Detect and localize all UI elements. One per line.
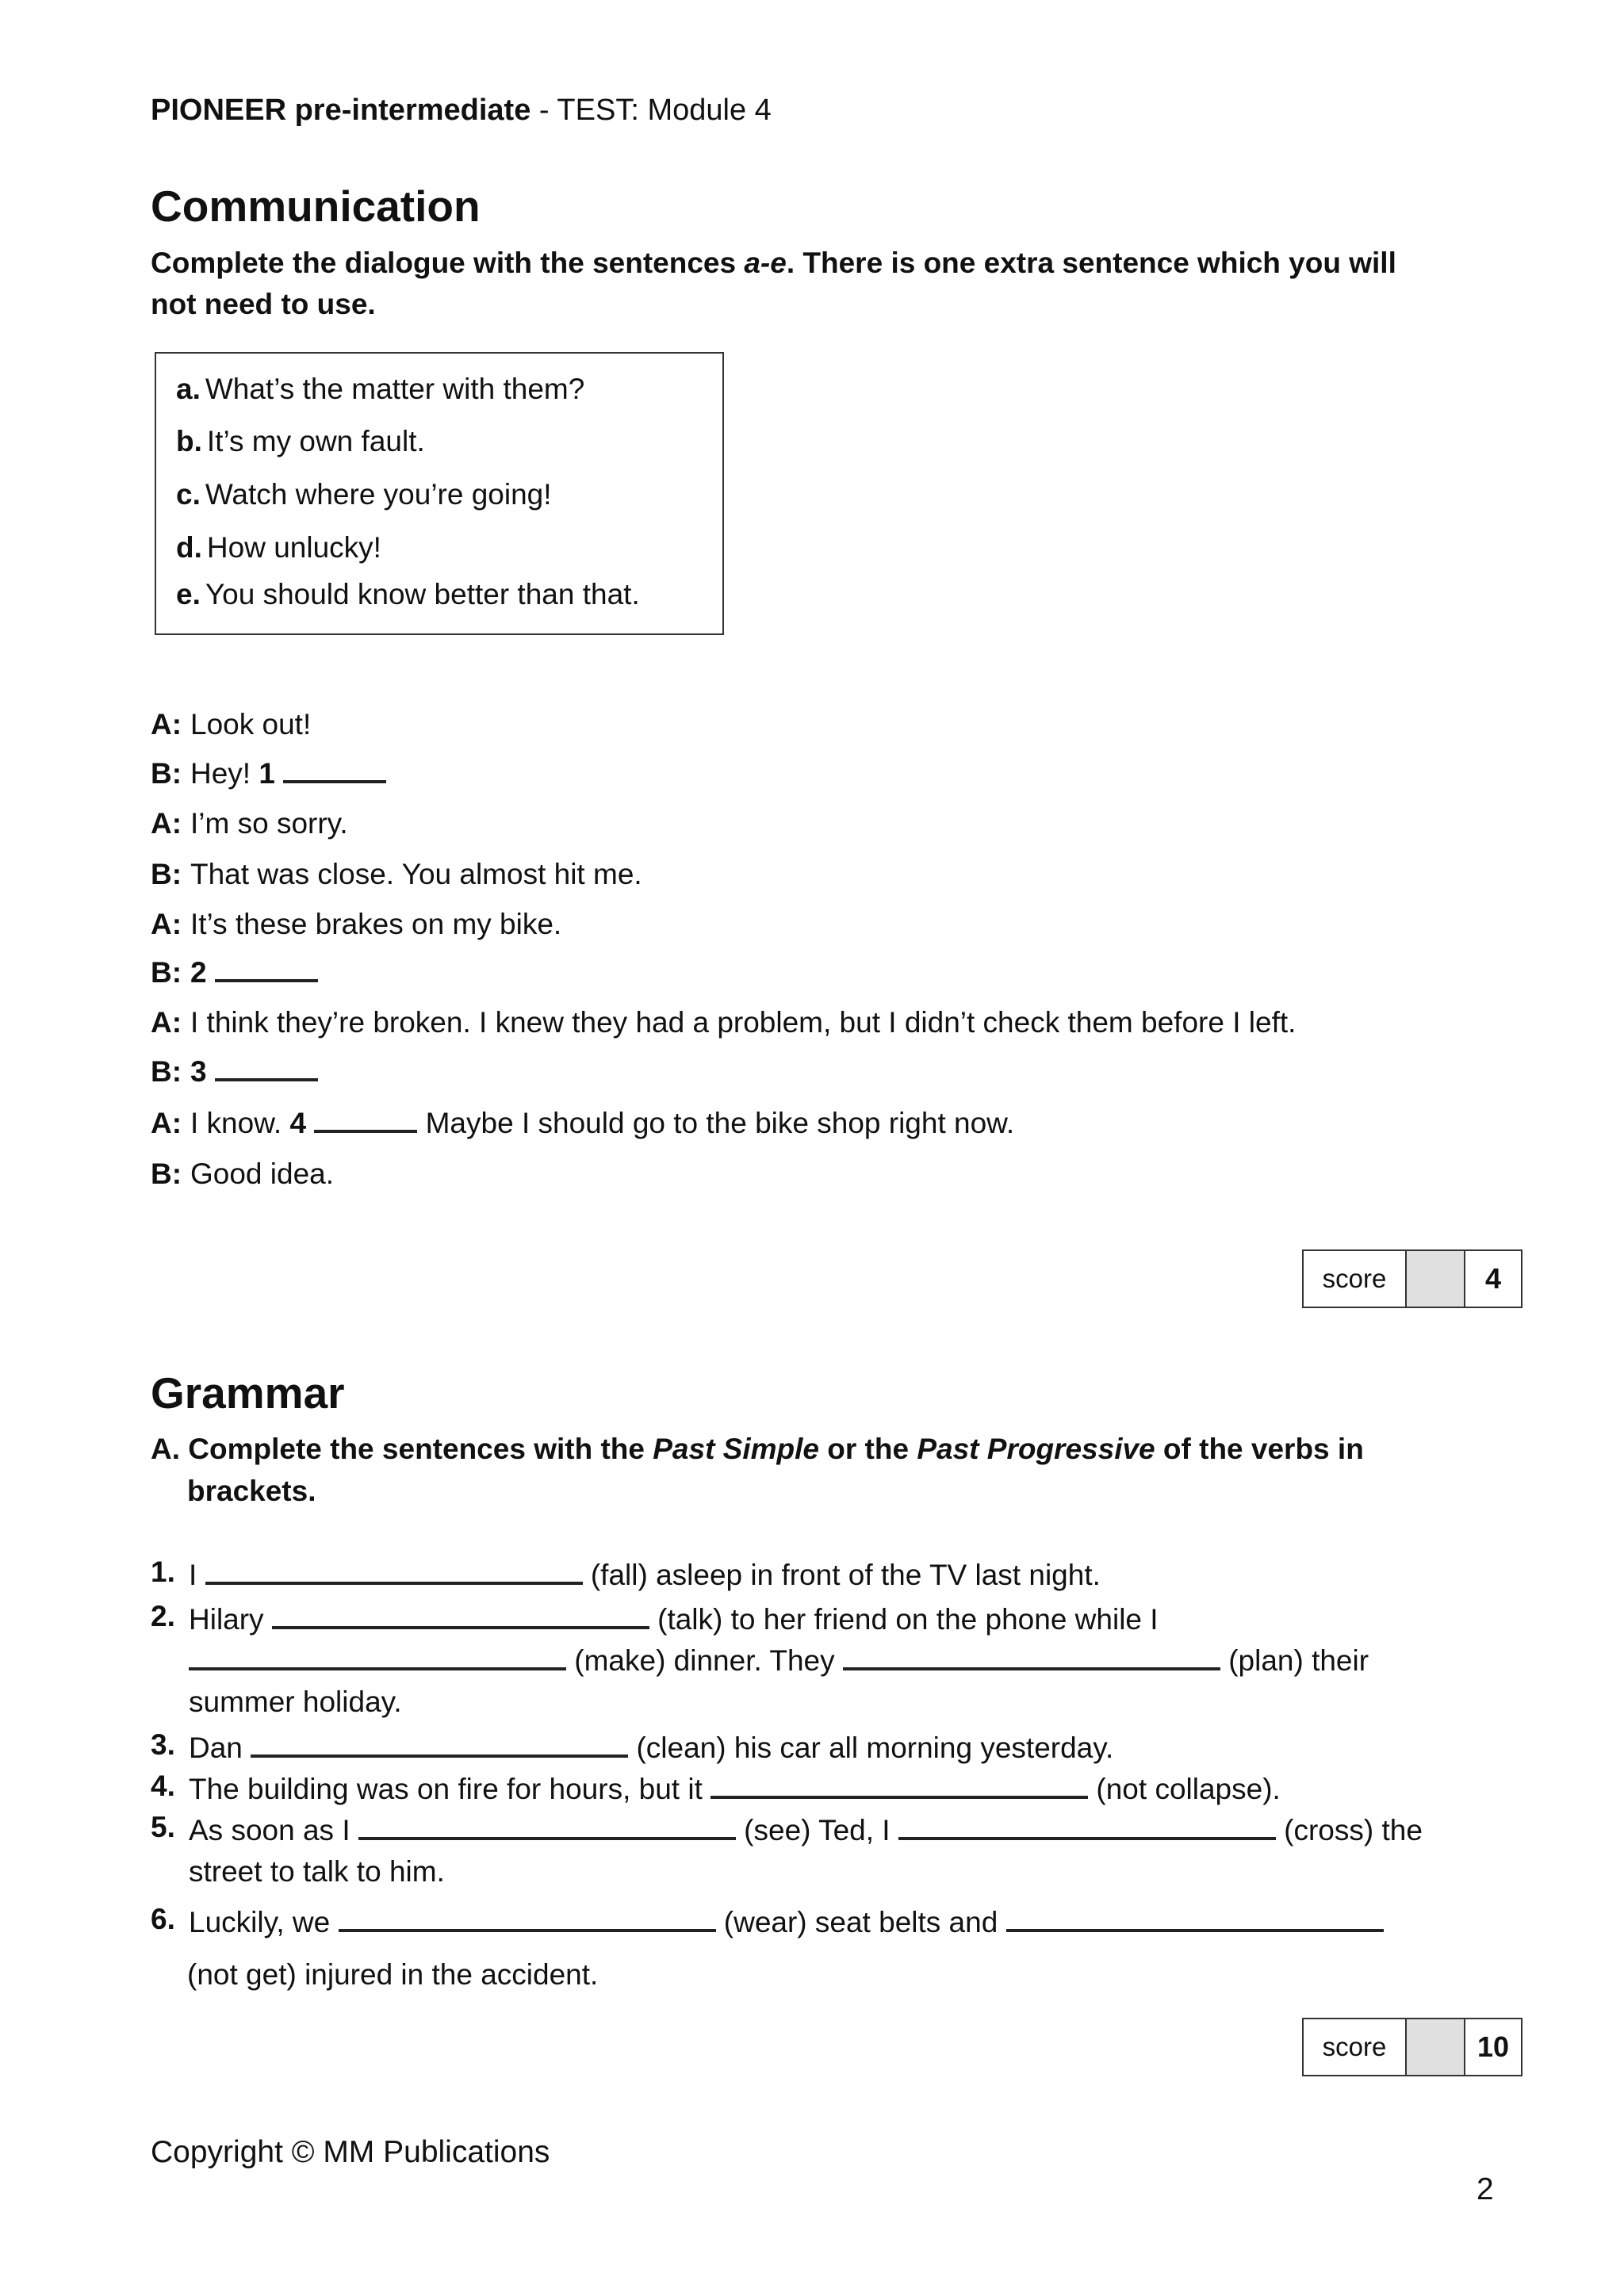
dialogue-line: A: I think they’re broken. I knew they had a problem, but I didn’t check them before I left. <box>151 1006 1297 1039</box>
book-title: PIONEER pre-intermediate <box>151 94 531 127</box>
answer-blank[interactable] <box>843 1667 1220 1670</box>
dialogue-line: A: I know. 4 Maybe I should go to the bike shop right now. <box>151 1107 1015 1139</box>
instruction-text-end: . There is one extra sentence which you will <box>786 247 1396 279</box>
page-number: 2 <box>1477 2172 1494 2206</box>
option-c: c. Watch where you’re going! <box>176 478 552 511</box>
communication-instruction <box>151 243 1396 284</box>
score-label: score <box>1304 1251 1407 1307</box>
dialogue-line: A: I’m so sorry. <box>151 807 348 840</box>
page-header <box>151 94 772 128</box>
answer-blank[interactable] <box>358 1836 736 1840</box>
answer-blank[interactable] <box>1006 1928 1384 1932</box>
answer-blank-1[interactable] <box>283 779 386 783</box>
item-number: 1. <box>151 1556 175 1588</box>
dialogue-line: B: Hey! 1 <box>151 757 386 790</box>
communication-heading: Communication <box>151 182 481 231</box>
answer-blank[interactable] <box>251 1754 628 1758</box>
grammar-item-2-line3: summer holiday. <box>189 1686 402 1718</box>
grammar-item-2: Hilary (talk) to her friend on the phone while I <box>189 1603 1159 1636</box>
dialogue-line: A: It’s these brakes on my bike. <box>151 908 562 940</box>
score-max: 4 <box>1484 1262 1502 1295</box>
score-input[interactable] <box>1407 1251 1465 1307</box>
option-e: e. You should know better than that. <box>176 578 640 610</box>
grammar-item-1: I (fall) asleep in front of the TV last night. <box>189 1559 1101 1591</box>
answer-blank[interactable] <box>898 1836 1276 1840</box>
answer-blank[interactable] <box>272 1625 649 1629</box>
grammar-item-3: Dan (clean) his car all morning yesterday. <box>189 1732 1114 1764</box>
grammar-instruction-line2: brackets. <box>187 1475 316 1507</box>
answer-blank[interactable] <box>205 1581 583 1585</box>
option-d: d. How unlucky! <box>176 531 381 564</box>
item-number: 4. <box>151 1770 175 1802</box>
answer-blank[interactable] <box>189 1667 566 1670</box>
grammar-item-5-line2: street to talk to him. <box>189 1855 445 1888</box>
item-number: 2. <box>151 1600 175 1632</box>
score-max: 10 <box>1477 2030 1510 2063</box>
grammar-score-box <box>1302 2018 1522 2076</box>
copyright: Copyright © MM Publications <box>151 2135 550 2169</box>
grammar-item-5: As soon as I (see) Ted, I (cross) the <box>189 1814 1423 1846</box>
grammar-instruction: A. Complete the sentences with the Past Simple or the Past Progressive of the verbs in <box>151 1433 1364 1465</box>
instruction-text: Complete the dialogue with the sentences <box>151 247 745 279</box>
dialogue-line: B: Good idea. <box>151 1158 335 1190</box>
dialogue-line: A: Look out! <box>151 708 312 740</box>
communication-instruction-line2: not need to use. <box>151 288 376 320</box>
test-title: - TEST: Module 4 <box>530 94 772 127</box>
grammar-item-6: Luckily, we (wear) seat belts and <box>189 1906 1384 1939</box>
sentence-options-box <box>155 352 724 635</box>
instruction-range: a-e <box>744 247 787 279</box>
score-label: score <box>1304 2019 1407 2075</box>
option-b: b. It’s my own fault. <box>176 425 425 457</box>
item-number: 6. <box>151 1903 175 1935</box>
item-number: 5. <box>151 1811 175 1843</box>
answer-blank-4[interactable] <box>314 1129 417 1133</box>
dialogue-line: B: 3 <box>151 1055 318 1089</box>
answer-blank[interactable] <box>339 1928 716 1932</box>
option-a: a. What’s the matter with them? <box>176 373 585 405</box>
communication-score-box <box>1302 1249 1522 1308</box>
dialogue-line: B: That was close. You almost hit me. <box>151 858 642 890</box>
grammar-heading: Grammar <box>151 1368 345 1418</box>
item-number: 3. <box>151 1728 175 1761</box>
score-input[interactable] <box>1407 2019 1465 2075</box>
answer-blank-3[interactable] <box>215 1077 318 1081</box>
grammar-item-2-line2: (make) dinner. They (plan) their <box>189 1644 1369 1678</box>
grammar-item-4: The building was on fire for hours, but it (not collapse). <box>189 1773 1281 1805</box>
dialogue-line: B: 2 <box>151 956 318 989</box>
answer-blank[interactable] <box>710 1795 1088 1799</box>
answer-blank-2[interactable] <box>215 978 318 982</box>
grammar-item-6-line2: (not get) injured in the accident. <box>187 1958 599 1991</box>
